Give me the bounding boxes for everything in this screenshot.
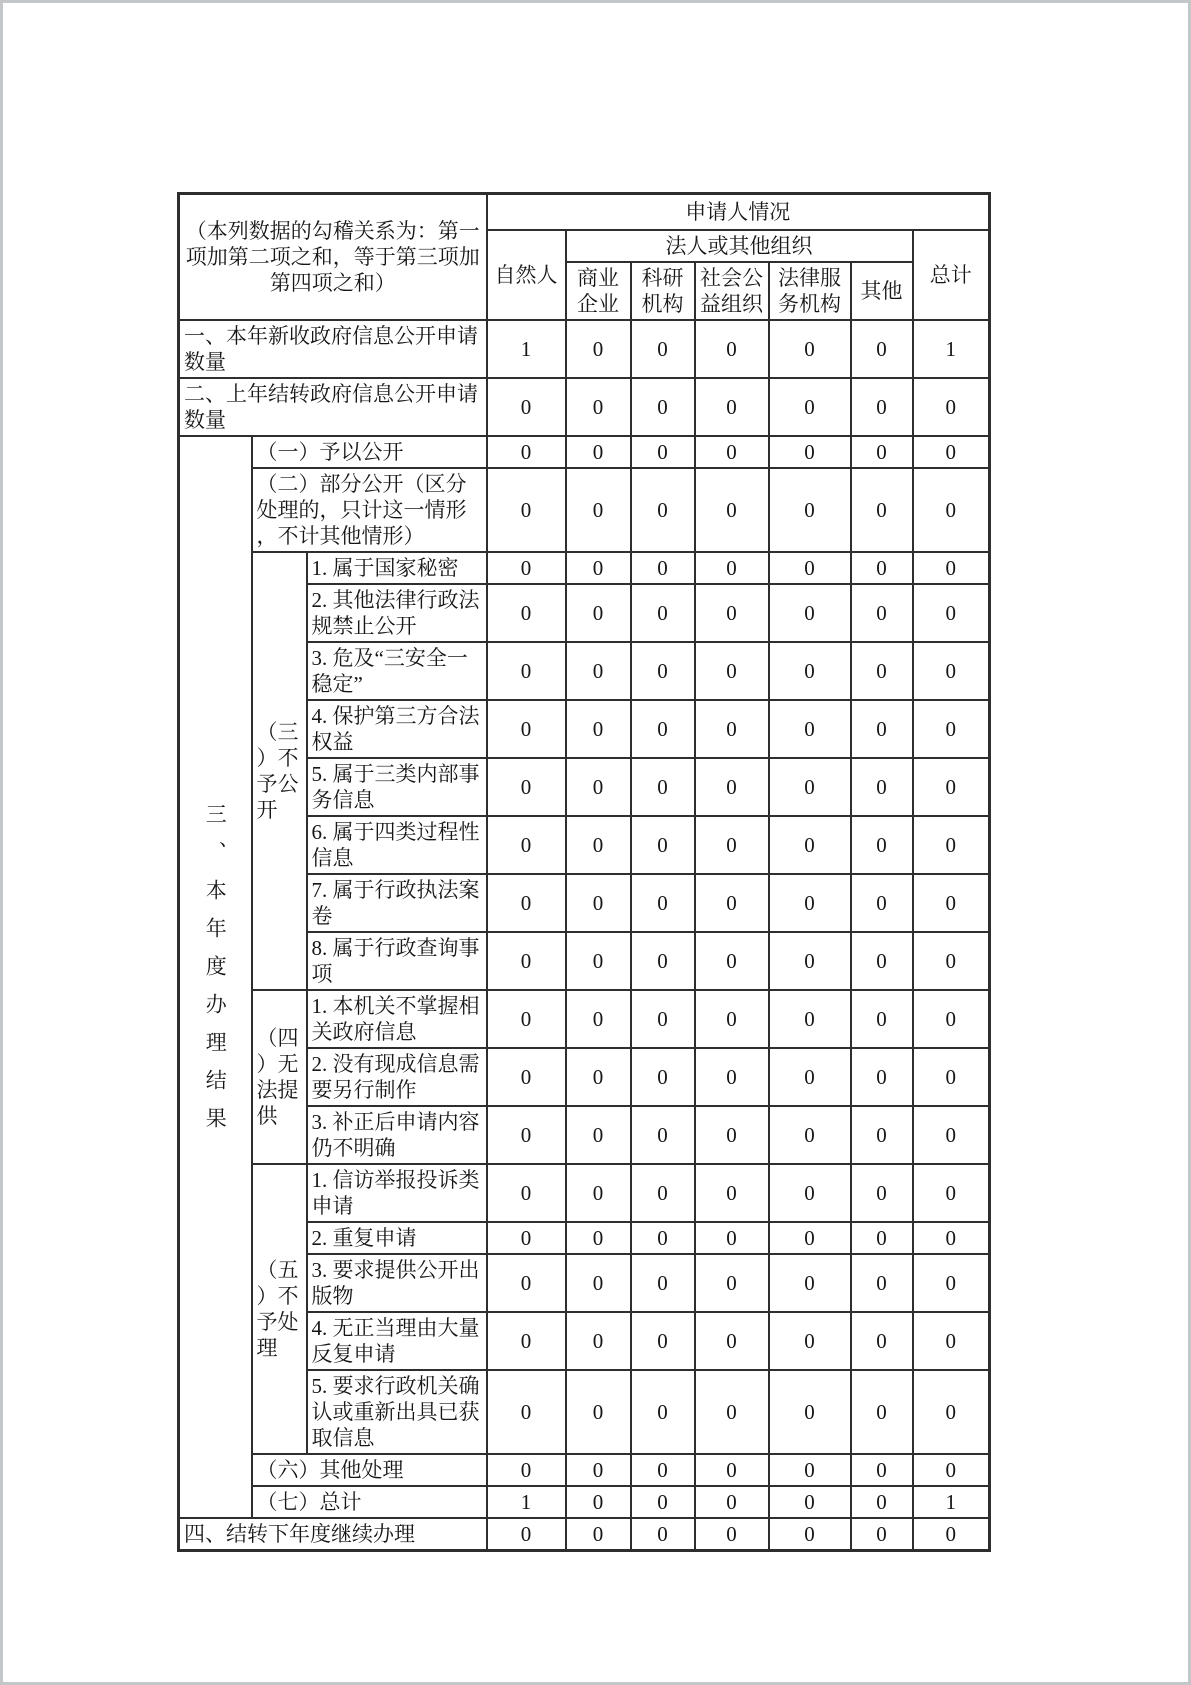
value-cell: 0 [631, 700, 695, 758]
value-cell: 0 [487, 1254, 566, 1312]
row-label: （一）予以公开 [252, 436, 487, 468]
value-cell: 0 [769, 584, 851, 642]
value-cell: 0 [695, 990, 769, 1048]
value-cell: 0 [851, 584, 913, 642]
value-cell: 0 [851, 1106, 913, 1164]
table-row [179, 1164, 990, 1222]
row-label: 6. 属于四类过程性信息 [307, 816, 487, 874]
table-row [179, 1518, 990, 1551]
row-label: 1. 信访举报投诉类申请 [307, 1164, 487, 1222]
value-cell: 0 [566, 552, 631, 584]
row-label: （七）总计 [252, 1486, 487, 1518]
value-cell: 0 [487, 1370, 566, 1454]
value-cell: 0 [487, 1312, 566, 1370]
value-cell: 0 [913, 468, 990, 552]
row-label: 8. 属于行政查询事项 [307, 932, 487, 990]
header-row-1 [179, 194, 990, 230]
value-cell: 1 [913, 320, 990, 378]
value-cell: 0 [913, 874, 990, 932]
value-cell: 0 [631, 1164, 695, 1222]
table-row [179, 552, 990, 584]
table-row [179, 320, 990, 378]
value-cell: 0 [566, 990, 631, 1048]
value-cell: 0 [566, 378, 631, 436]
row-label: 4. 无正当理由大量反复申请 [307, 1312, 487, 1370]
value-cell: 0 [913, 436, 990, 468]
corner-note: （本列数据的勾稽关系为：第一项加第二项之和，等于第三项加第四项之和） [179, 194, 487, 320]
value-cell: 0 [913, 1312, 990, 1370]
applicant-section-header: 申请人情况 [487, 194, 990, 230]
value-cell: 0 [769, 1164, 851, 1222]
value-cell: 0 [695, 378, 769, 436]
row-label: 7. 属于行政执法案卷 [307, 874, 487, 932]
value-cell: 0 [566, 1454, 631, 1486]
value-cell: 0 [851, 758, 913, 816]
value-cell: 0 [566, 1312, 631, 1370]
row-label: 5. 要求行政机关确认或重新出具已获取信息 [307, 1370, 487, 1454]
value-cell: 0 [769, 1106, 851, 1164]
value-cell: 0 [913, 642, 990, 700]
value-cell: 0 [487, 584, 566, 642]
value-cell: 0 [851, 468, 913, 552]
value-cell: 0 [631, 436, 695, 468]
value-cell: 0 [487, 990, 566, 1048]
row-label: （六）其他处理 [252, 1454, 487, 1486]
value-cell: 0 [851, 320, 913, 378]
value-cell: 0 [913, 1454, 990, 1486]
value-cell: 0 [695, 1454, 769, 1486]
value-cell: 0 [566, 816, 631, 874]
value-cell: 0 [487, 1106, 566, 1164]
value-cell: 0 [913, 1048, 990, 1106]
group-label: （四）无法提供 [252, 990, 307, 1164]
value-cell: 0 [487, 642, 566, 700]
value-cell: 0 [695, 552, 769, 584]
value-cell: 0 [913, 932, 990, 990]
value-cell: 0 [851, 1222, 913, 1254]
row-label: 3. 补正后申请内容仍不明确 [307, 1106, 487, 1164]
value-cell: 0 [695, 1518, 769, 1551]
value-cell: 0 [566, 320, 631, 378]
value-cell: 0 [566, 584, 631, 642]
value-cell: 0 [566, 700, 631, 758]
value-cell: 0 [566, 1486, 631, 1518]
value-cell: 0 [851, 378, 913, 436]
value-cell: 0 [631, 642, 695, 700]
value-cell: 0 [769, 1518, 851, 1551]
value-cell: 0 [631, 584, 695, 642]
row-label: （二）部分公开（区分处理的，只计这一情形，不计其他情形） [252, 468, 487, 552]
value-cell: 0 [769, 552, 851, 584]
value-cell: 0 [913, 552, 990, 584]
value-cell: 0 [566, 1164, 631, 1222]
value-cell: 0 [769, 642, 851, 700]
value-cell: 0 [695, 1106, 769, 1164]
table-row [179, 436, 990, 468]
value-cell: 0 [769, 320, 851, 378]
value-cell: 0 [631, 1106, 695, 1164]
value-cell: 0 [487, 1454, 566, 1486]
value-cell: 0 [631, 990, 695, 1048]
value-cell: 0 [769, 436, 851, 468]
value-cell: 0 [695, 1254, 769, 1312]
value-cell: 0 [631, 1254, 695, 1312]
value-cell: 0 [487, 700, 566, 758]
value-cell: 0 [913, 700, 990, 758]
col-header-research: 科研机构 [631, 262, 695, 320]
section-three-label [179, 436, 252, 1518]
value-cell: 0 [695, 1048, 769, 1106]
value-cell: 0 [851, 932, 913, 990]
group-label: （三）不予公开 [252, 552, 307, 990]
value-cell: 0 [695, 1370, 769, 1454]
row-label: 2. 重复申请 [307, 1222, 487, 1254]
row-label: 5. 属于三类内部事务信息 [307, 758, 487, 816]
value-cell: 0 [769, 1048, 851, 1106]
value-cell: 0 [631, 468, 695, 552]
value-cell: 0 [851, 816, 913, 874]
value-cell: 0 [566, 1222, 631, 1254]
value-cell: 0 [913, 1164, 990, 1222]
row-label: 二、上年结转政府信息公开申请数量 [179, 378, 487, 436]
value-cell: 0 [695, 1222, 769, 1254]
value-cell: 0 [566, 1518, 631, 1551]
value-cell: 0 [566, 436, 631, 468]
value-cell: 0 [487, 1048, 566, 1106]
value-cell: 0 [631, 932, 695, 990]
value-cell: 0 [487, 552, 566, 584]
group-label: （五）不予处理 [252, 1164, 307, 1454]
value-cell: 0 [566, 758, 631, 816]
value-cell: 0 [566, 1106, 631, 1164]
value-cell: 0 [695, 320, 769, 378]
table-row [179, 1486, 990, 1518]
value-cell: 0 [487, 816, 566, 874]
col-header-other: 其他 [851, 262, 913, 320]
value-cell: 0 [566, 1048, 631, 1106]
value-cell: 0 [631, 320, 695, 378]
value-cell: 0 [851, 990, 913, 1048]
value-cell: 0 [566, 1254, 631, 1312]
value-cell: 1 [487, 1486, 566, 1518]
value-cell: 0 [631, 1370, 695, 1454]
value-cell: 0 [487, 468, 566, 552]
row-label: 3. 要求提供公开出版物 [307, 1254, 487, 1312]
value-cell: 0 [631, 758, 695, 816]
value-cell: 0 [851, 1164, 913, 1222]
value-cell: 0 [631, 816, 695, 874]
table-row [179, 378, 990, 436]
value-cell: 0 [566, 468, 631, 552]
value-cell: 0 [487, 932, 566, 990]
value-cell: 0 [487, 874, 566, 932]
value-cell: 0 [851, 1048, 913, 1106]
value-cell: 0 [769, 874, 851, 932]
value-cell: 0 [851, 1486, 913, 1518]
value-cell: 0 [769, 932, 851, 990]
row-label: 4. 保护第三方合法权益 [307, 700, 487, 758]
value-cell: 0 [769, 700, 851, 758]
value-cell: 0 [851, 874, 913, 932]
value-cell: 0 [769, 1254, 851, 1312]
value-cell: 0 [851, 700, 913, 758]
value-cell: 0 [695, 932, 769, 990]
value-cell: 0 [913, 1370, 990, 1454]
table-row [179, 990, 990, 1048]
value-cell: 0 [913, 584, 990, 642]
value-cell: 0 [769, 468, 851, 552]
row-label: 3. 危及“三安全一稳定” [307, 642, 487, 700]
col-header-social-welfare: 社会公益组织 [695, 262, 769, 320]
value-cell: 0 [566, 874, 631, 932]
value-cell: 0 [769, 990, 851, 1048]
value-cell: 0 [769, 1222, 851, 1254]
section-three-label-text: 三、本年度办理结果 [203, 802, 228, 1145]
value-cell: 0 [913, 816, 990, 874]
row-label: 1. 本机关不掌握相关政府信息 [307, 990, 487, 1048]
value-cell: 0 [913, 1518, 990, 1551]
value-cell: 0 [695, 1312, 769, 1370]
value-cell: 0 [487, 1222, 566, 1254]
value-cell: 0 [487, 1164, 566, 1222]
row-label: 1. 属于国家秘密 [307, 552, 487, 584]
value-cell: 0 [487, 378, 566, 436]
value-cell: 0 [851, 1370, 913, 1454]
value-cell: 0 [631, 378, 695, 436]
value-cell: 1 [913, 1486, 990, 1518]
value-cell: 0 [769, 1370, 851, 1454]
value-cell: 0 [851, 642, 913, 700]
value-cell: 0 [913, 378, 990, 436]
value-cell: 0 [695, 1486, 769, 1518]
value-cell: 0 [631, 1454, 695, 1486]
value-cell: 0 [487, 758, 566, 816]
value-cell: 0 [695, 436, 769, 468]
col-header-total: 总计 [913, 230, 990, 320]
value-cell: 0 [487, 1518, 566, 1551]
value-cell: 0 [851, 436, 913, 468]
table-row [179, 1454, 990, 1486]
value-cell: 0 [631, 1222, 695, 1254]
table-header [179, 194, 990, 320]
value-cell: 0 [913, 1106, 990, 1164]
col-header-natural-person: 自然人 [487, 230, 566, 320]
value-cell: 0 [695, 468, 769, 552]
value-cell: 0 [695, 1164, 769, 1222]
value-cell: 0 [566, 642, 631, 700]
value-cell: 0 [913, 990, 990, 1048]
value-cell: 0 [769, 378, 851, 436]
row-label: 2. 没有现成信息需要另行制作 [307, 1048, 487, 1106]
row-label: 四、结转下年度继续办理 [179, 1518, 487, 1551]
value-cell: 0 [769, 1312, 851, 1370]
col-header-legal-service: 法律服务机构 [769, 262, 851, 320]
value-cell: 1 [487, 320, 566, 378]
col-header-commercial: 商业企业 [566, 262, 631, 320]
table-row [179, 468, 990, 552]
row-label: 2. 其他法律行政法规禁止公开 [307, 584, 487, 642]
value-cell: 0 [769, 758, 851, 816]
value-cell: 0 [631, 1486, 695, 1518]
value-cell: 0 [769, 1454, 851, 1486]
value-cell: 0 [631, 1312, 695, 1370]
value-cell: 0 [631, 1048, 695, 1106]
value-cell: 0 [851, 1518, 913, 1551]
value-cell: 0 [566, 932, 631, 990]
value-cell: 0 [695, 874, 769, 932]
value-cell: 0 [631, 874, 695, 932]
value-cell: 0 [851, 552, 913, 584]
value-cell: 0 [566, 1370, 631, 1454]
value-cell: 0 [631, 552, 695, 584]
value-cell: 0 [631, 1518, 695, 1551]
value-cell: 0 [769, 816, 851, 874]
value-cell: 0 [851, 1312, 913, 1370]
value-cell: 0 [913, 1222, 990, 1254]
report-table [177, 192, 991, 1552]
legal-org-section-header: 法人或其他组织 [566, 230, 913, 262]
report-table-body [179, 320, 990, 1551]
value-cell: 0 [913, 1254, 990, 1312]
value-cell: 0 [851, 1254, 913, 1312]
value-cell: 0 [695, 816, 769, 874]
value-cell: 0 [913, 758, 990, 816]
value-cell: 0 [695, 758, 769, 816]
value-cell: 0 [695, 700, 769, 758]
value-cell: 0 [851, 1454, 913, 1486]
value-cell: 0 [695, 584, 769, 642]
value-cell: 0 [695, 642, 769, 700]
row-label: 一、本年新收政府信息公开申请数量 [179, 320, 487, 378]
value-cell: 0 [769, 1486, 851, 1518]
value-cell: 0 [487, 436, 566, 468]
